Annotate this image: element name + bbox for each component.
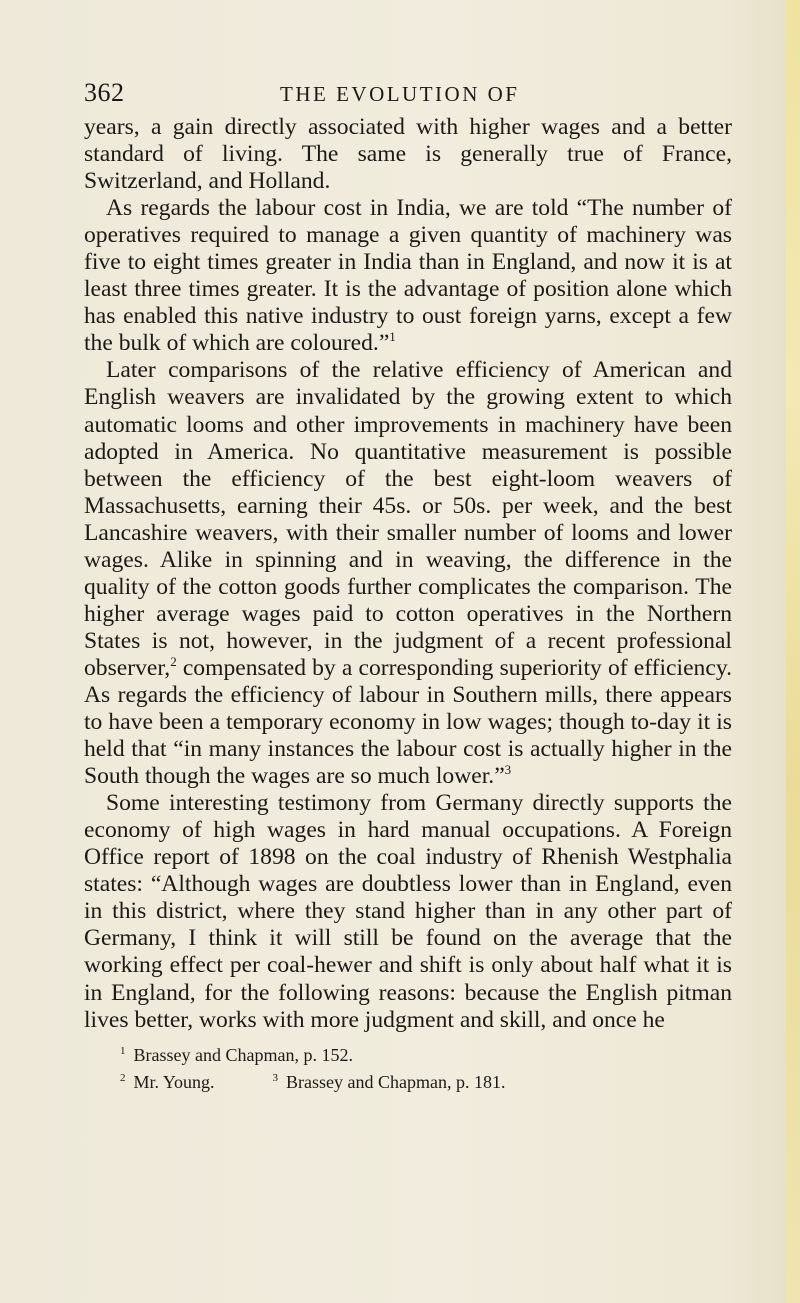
paragraph-1 xyxy=(84,114,732,195)
page-number: 362 xyxy=(84,78,125,107)
footnote-ref-1: 1 xyxy=(389,329,396,345)
footnote-mark: 2 xyxy=(120,1072,126,1084)
footnote-ref-2: 2 xyxy=(170,653,177,669)
paragraph-text-continued: compensated by a corresponding superiority of efficiency. As regards the efficiency of labour in Southern mills, there appears to have been a temporary economy in low wages; though to-day it is held that “in many instances the labour cost is actually higher in the South though the wages are so much lower.” xyxy=(84,654,732,790)
footnote-text: Brassey and Chapman, p. 181. xyxy=(286,1072,506,1092)
paragraph-2 xyxy=(84,195,732,357)
paragraph-4 xyxy=(84,790,732,1033)
paragraph-text: Some interesting testimony from Germany directly supports the economy of high wages in hard manual occupations. A Foreign Office report of 1898 on the coal industry of Rhenish Westphalia states: “Although wages are doubtless lower than in England, even in this district, where they stand higher than in any other part of Germany, I think it will still be found on the average that the working effect per coal-hewer and shift is only about half what it is in England, for the following reasons: because the English pitman lives better, works with more judgment and skill, and once he xyxy=(84,790,732,1033)
footnote-row-2 xyxy=(120,1067,740,1094)
paragraph-3 xyxy=(84,357,732,790)
running-title: THE EVOLUTION OF xyxy=(280,82,520,106)
paragraph-text: As regards the labour cost in India, we are told “The number of operatives required to manage a given quantity of machinery was five to eight times greater in India than in England, and now it is at least three times greater. It is the advantage of position alone which has enabled this native industry to oust foreign yarns, except a few the bulk of which are coloured.” xyxy=(84,195,732,357)
footnote-text: Brassey and Chapman, p. 152. xyxy=(133,1045,353,1065)
page-edge-stain xyxy=(786,0,800,1303)
paragraph-text: Later comparisons of the relative efficiency of American and English weavers are invalidated by the growing extent to which automatic looms and other improvements in machinery have been adopted in America. No quantitative measurement is possible between the efficiency of the best eight-loom weavers of Massachusetts, earning their 45s. or 50s. per week, and the best Lancashire weavers, with their smaller number of looms and lower wages. Alike in spinning and in weaving, the difference in the quality of the cotton goods further complicates the comparison. The higher average wages paid to cotton operatives in the Northern States is not, however, in the judgment of a recent professional observer, xyxy=(84,357,732,681)
body-text xyxy=(84,114,732,1034)
footnotes xyxy=(120,1040,740,1094)
footnote-mark: 1 xyxy=(120,1045,126,1057)
footnote-1 xyxy=(120,1040,740,1067)
footnote-mark: 3 xyxy=(272,1072,279,1084)
footnote-text: Mr. Young. xyxy=(133,1072,215,1092)
footnote-ref-3: 3 xyxy=(504,762,512,778)
page-header xyxy=(84,78,724,118)
paragraph-text: years, a gain directly associated with higher wages and a better standard of living. The same is generally true of France, Switzerland, and Holland. xyxy=(84,114,732,195)
